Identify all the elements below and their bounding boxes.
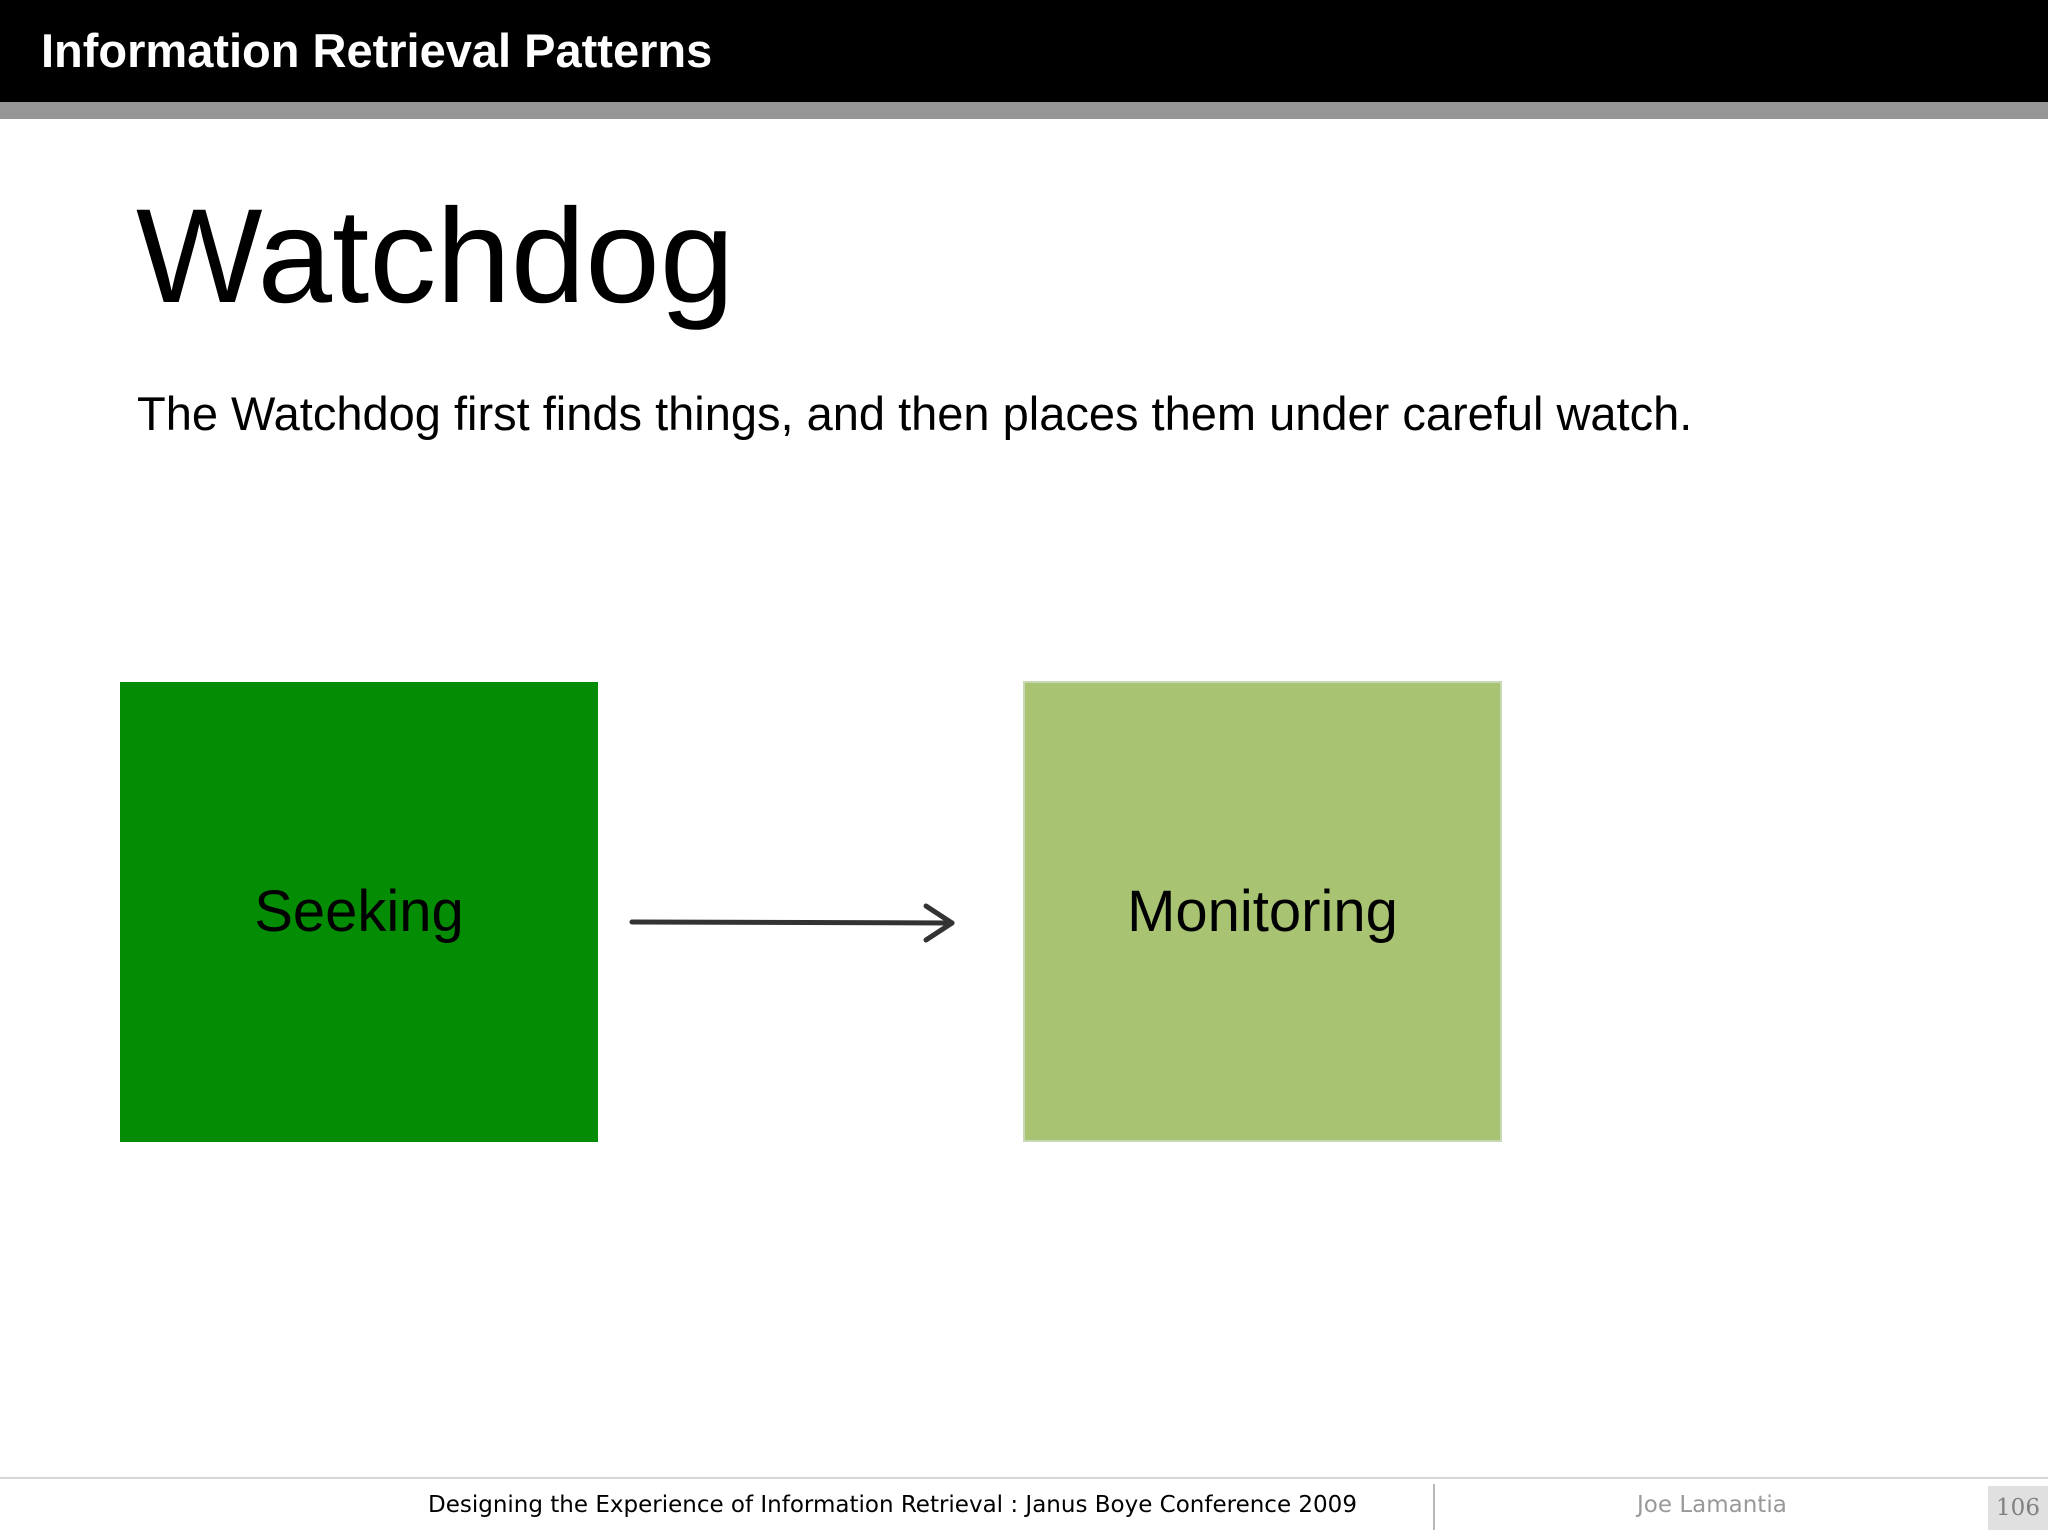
header-title: Information Retrieval Patterns	[41, 24, 713, 77]
monitoring-label: Monitoring	[1127, 878, 1398, 944]
slide-title: Watchdog	[136, 182, 735, 331]
slide-subtitle: The Watchdog first finds things, and then places them under careful watch.	[137, 387, 1693, 440]
footer-author: Joe Lamantia	[1637, 1492, 1787, 1518]
arrow-right-icon	[628, 898, 964, 948]
header-stripe	[0, 102, 2048, 119]
page-number: 106	[1988, 1486, 2048, 1530]
footer-rule	[0, 1477, 2048, 1479]
header-bar	[0, 0, 2048, 102]
monitoring-node	[1023, 681, 1502, 1142]
seeking-label: Seeking	[254, 879, 464, 944]
seeking-node	[120, 682, 598, 1142]
footer-caption: Designing the Experience of Information Retrieval : Janus Boye Conference 2009	[428, 1492, 1357, 1518]
footer-divider	[1433, 1484, 1435, 1530]
